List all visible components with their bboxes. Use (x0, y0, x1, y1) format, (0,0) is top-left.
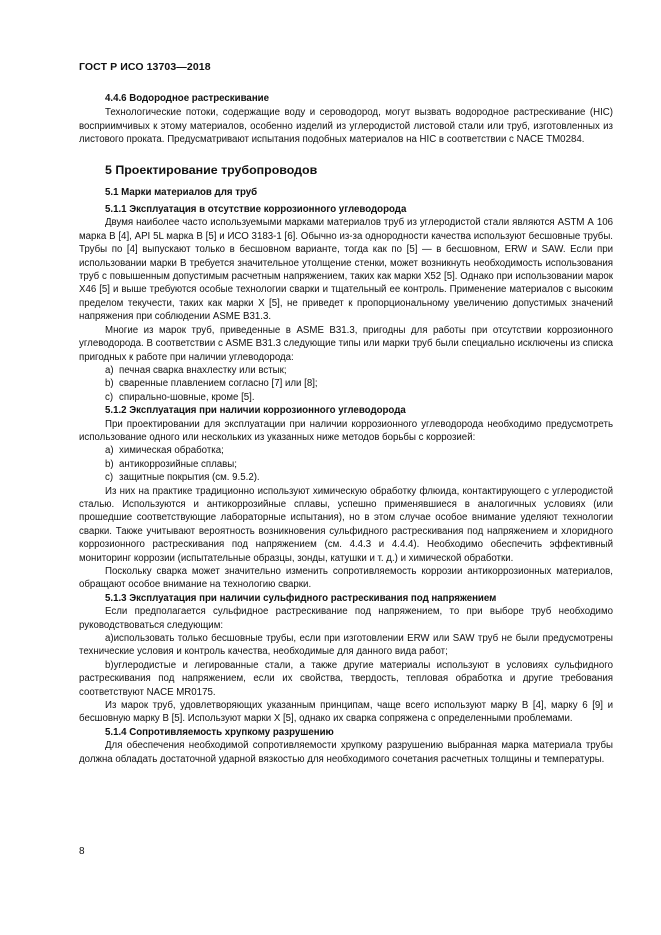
list-item (79, 444, 613, 457)
list-item (79, 659, 613, 699)
section-5-1-4-title: 5.1.4 Сопротивляемость хрупкому разрушению (105, 726, 334, 738)
list-item-text: защитные покрытия (см. 9.5.2). (119, 472, 260, 484)
section-5-1-3-paragraph-2: Из марок труб, удовлетворяющих указанным принципам, чаще всего используют марку В [4], марку 6 [9] и бесшовную марку В [5]. Используют марки X [5], однако их сварка сопряжена с определенными проблемами. (79, 700, 613, 725)
list-item-text: химическая обработка; (119, 445, 224, 457)
list-item (79, 364, 613, 377)
section-5-1-3-title: 5.1.3 Эксплуатация при наличии сульфидного растрескивания под напряжением (105, 592, 497, 604)
list-item-text: печная сварка внахлестку или встык; (119, 364, 287, 376)
list-item-marker: b) (105, 458, 114, 470)
section-4-4-6-title: 4.4.6 Водородное растрескивание (105, 93, 270, 104)
list-item-text: сваренные плавлением согласно [7] или [8]; (119, 378, 318, 390)
section-5-1-1-paragraph-2: Многие из марок труб, приведенные в ASME В31.3, пригодны для работы при отсутствии коррозионного углеводорода. В соответствии с ASME В31.3 следующие типы или марки труб были специально исключены из списка пригодных к работе при наличии углеводорода: (79, 324, 613, 363)
list-item-text: спирально-шовные, кроме [5]. (119, 391, 255, 403)
section-5-1-2-title: 5.1.2 Эксплуатация при наличии коррозионного углеводорода (105, 405, 406, 417)
list-item-marker: a) (105, 364, 114, 376)
list-item-marker: a) (105, 633, 114, 645)
list-item-text: использовать только бесшовные трубы, если при изготовлении ERW или SAW труб не были предусмотрены технические условия и контроль качества, необходимые для данного вида работ; (79, 633, 613, 658)
list-item-marker: a) (105, 445, 114, 457)
document-header-code: ГОСТ Р ИСО 13703—2018 (79, 61, 211, 73)
list-item (79, 458, 613, 471)
list-item (79, 391, 613, 404)
section-5-1-2-paragraph-2: Из них на практике традиционно используют химическую обработку флюида, контактирующего с углеродистой сталью. Используются и антикоррозийные сплавы, успешно применявшиеся в аналогичных условиях (или прошедшие соответствующие лабораторные испытания), но в этом случае особое внимание уделяют технологии сварки. Также учитывают вероятность возникновения сульфидного растрескивания под напряжением и хлоридного коррозионного растрескивания под напряжением (см. 4.4.3 и 4.4.4). Необходимо обеспечить эффективный мониторинг коррозии (испытательные образцы, зонды, катушки и т. д.) и химической обработки. (79, 485, 613, 564)
section-5-1-title: 5.1 Марки материалов для труб (105, 186, 258, 198)
document-body (79, 92, 613, 766)
list-item-text: антикоррозийные сплавы; (119, 458, 237, 470)
section-5-1-3-paragraph-1: Если предполагается сульфидное растрескивание под напряжением, то при выборе труб необходимо руководствоваться следующим: (79, 606, 613, 631)
section-5-1-2-paragraph-1: При проектировании для эксплуатации при наличии коррозионного углеводорода необходимо предусмотреть использование одного или нескольких из указанных ниже методов борьбы с коррозией: (79, 418, 613, 443)
list-item-marker: b) (105, 659, 114, 671)
list-item (79, 377, 613, 390)
section-5-title: 5 Проектирование трубопроводов (105, 162, 318, 177)
section-5-1-4-paragraph-1: Для обеспечения необходимой сопротивляемости хрупкому разрушению выбранная марка материала трубы должна обладать достаточной ударной вязкостью для необходимого сочетания расчетных толщины и температуры. (79, 740, 613, 765)
list-item-marker: b) (105, 378, 114, 390)
list-item-marker: c) (105, 391, 114, 403)
list-item (79, 471, 613, 484)
list-item (79, 632, 613, 659)
list-item-marker: c) (105, 472, 114, 484)
section-5-1-1-title: 5.1.1 Эксплуатация в отсутствие коррозионного углеводорода (105, 204, 407, 216)
page-number: 8 (79, 846, 85, 857)
section-4-4-6-paragraph: Технологические потоки, содержащие воду и сероводород, могут вызвать водородное растрескивание (HIC) восприимчивых к этому материалов, особенно изделий из углеродистой листовой стали или труб, изготовленных из листового проката. Предусматривают испытания подобных материалов на HIC в соответствии с NACE ТМ0284. (79, 107, 613, 146)
section-5-1-1-paragraph-1: Двумя наиболее часто используемыми марками материалов труб из углеродистой стали являются ASTM А 106 марка В [4], API 5L марка В [5] и ИСО 3183-1 [6]. Обычно из-за однородности качества используют бесшовные трубы. Трубы по [4] выпускают только в бесшовном варианте, тогда как по [5] — в бесшовном, ERW и SAW. Если при использовании марки В требуется значительное утолщение стенки, может возникнуть необходимость использования труб с повышенным допустимым расчетным напряжением, таких как марки Х52 [5]. Однако при использовании марок Х46 [5] и выше требуются особые технологии сварки и тщательный ее контроль. Применение материалов с высоким пределом текучести, таких как марки X [5], не приведет к пропорциональному увеличению допустимых значений напряжения при соблюдении ASME B31.3. (79, 217, 613, 323)
list-item-text: углеродистые и легированные стали, а также другие материалы используют в условиях сульфидного растрескивания под напряжением, если их свойства, твердость, тепловая обработка и другие требования соответствуют NACE MR0175. (79, 659, 613, 698)
section-5-1-2-paragraph-3: Поскольку сварка может значительно изменить сопротивляемость коррозии антикоррозионных материалов, обращают особое внимание на технологию сварки. (79, 566, 613, 591)
